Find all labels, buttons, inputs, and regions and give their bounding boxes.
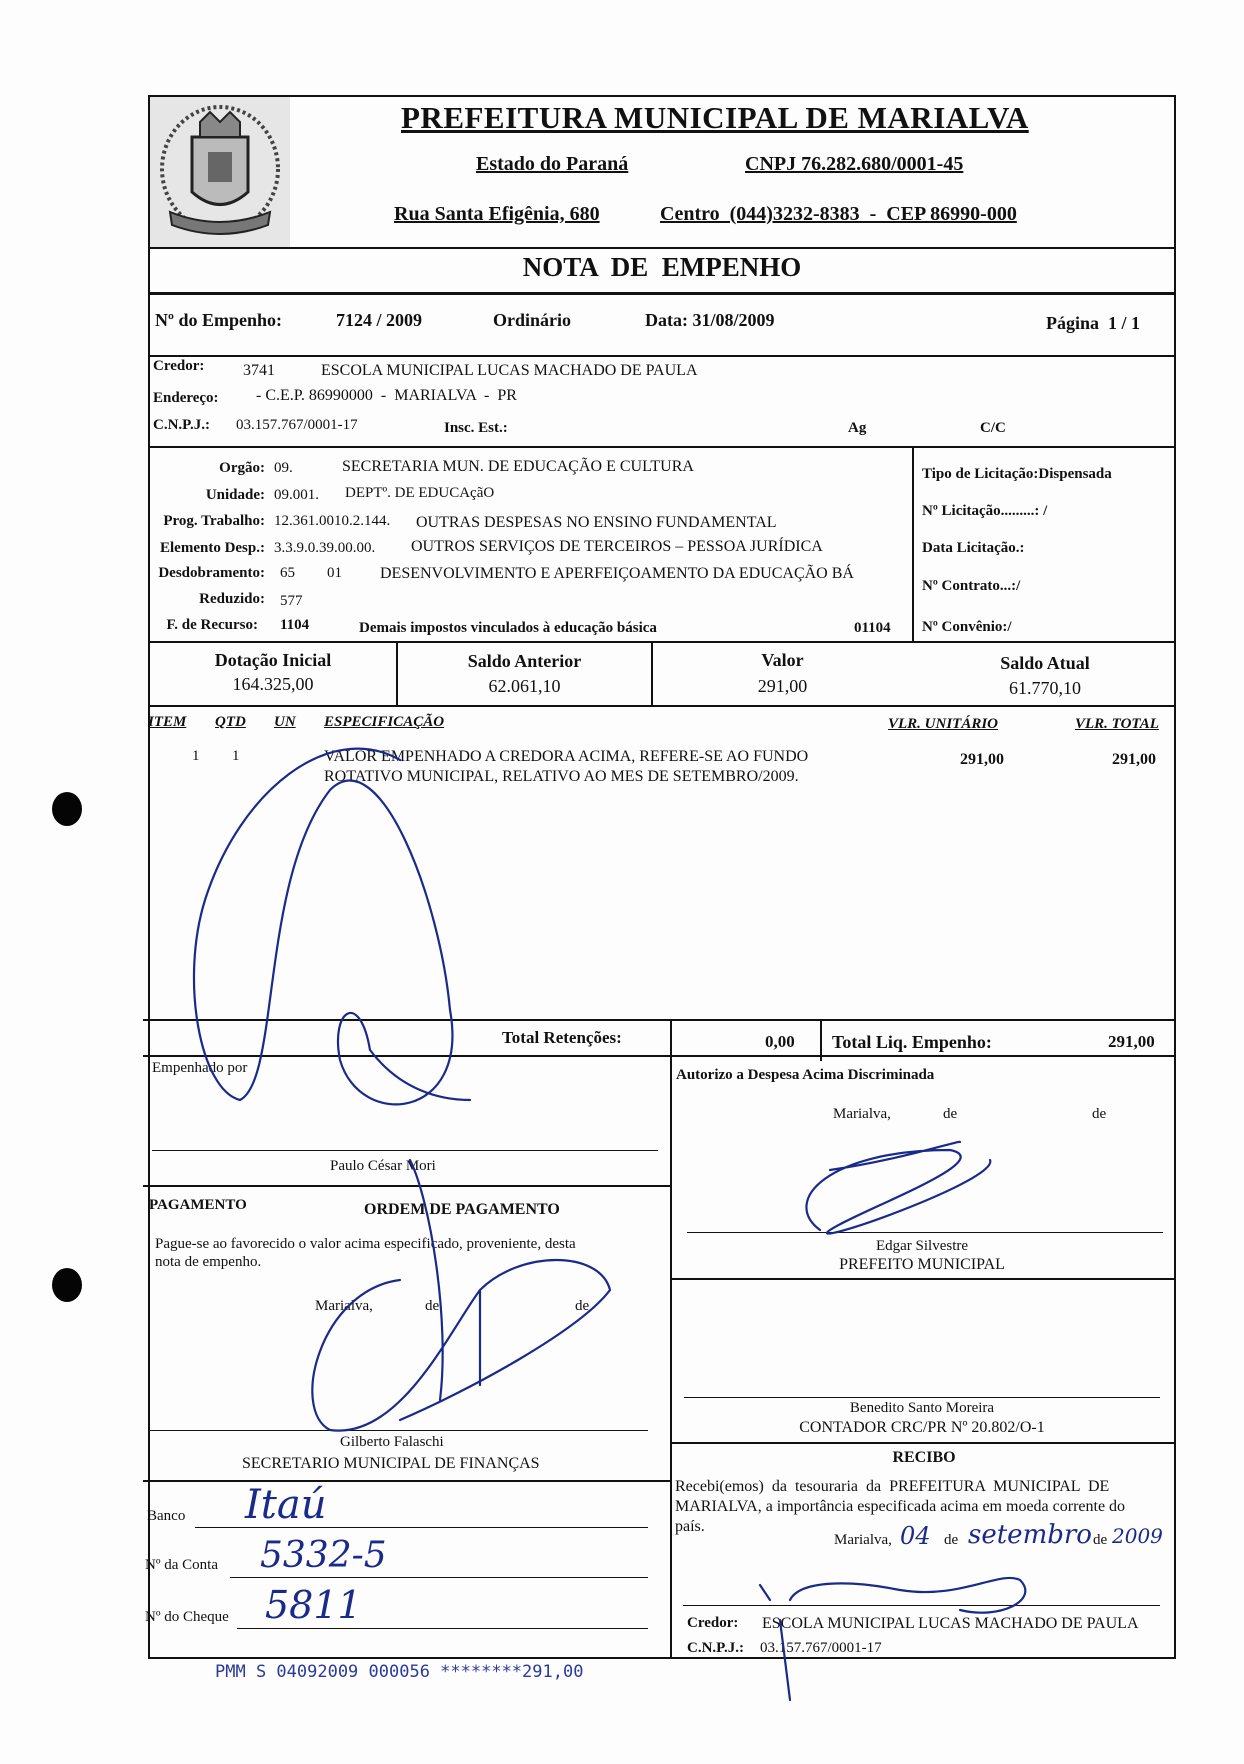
licitacao-type: Tipo de Licitação:Dispensada [922,466,1112,482]
empenhado-signer-name: Paulo César Mori [330,1158,436,1174]
document-title: NOTA DE EMPENHO [522,252,802,282]
recurso-code: 1104 [280,617,310,633]
desdobramento-code-b: 01 [327,565,342,581]
autorizo-label: Autorizo a Despesa Acima Discriminada [676,1067,935,1083]
pagamento-de-1: de [425,1298,440,1314]
recibo-cnpj-label: C.N.P.J.: [687,1640,744,1656]
reduzido-value: 577 [280,593,303,609]
secretary-signature [410,1160,443,1400]
street-address: Rua Santa Efigênia, 680 [394,203,600,225]
item-spec-line-2: ROTATIVO MUNICIPAL, RELATIVO AO MES DE SETEMBRO/2009. [324,768,799,785]
licitacao-date: Data Licitação.: [922,540,1025,556]
autorizo-place: Marialva, [833,1106,891,1122]
unidade-code: 09.001. [274,487,319,503]
orgao-name: SECRETARIA MUN. DE EDUCAÇÃO E CULTURA [342,458,694,475]
pagamento-signature [312,1260,610,1431]
municipality-title: PREFEITURA MUNICIPAL DE MARIALVA [401,100,1029,135]
address-value: - C.E.P. 86990000 - MARIALVA - PR [256,387,517,404]
prog-trabalho-code: 12.361.0010.2.144. [274,513,391,529]
credor-cnpj-label: C.N.P.J.: [153,417,210,433]
recibo-place: Marialva, [834,1532,892,1548]
accountant-title: CONTADOR CRC/PR Nº 20.802/O-1 [799,1419,1045,1436]
col-header-item: ITEM [148,714,187,730]
reduzido-label: Reduzido: [199,591,265,607]
cnpj-label: CNPJ 76.282.680/0001-45 [745,153,964,175]
desdobramento-label: Desdobramento: [158,565,265,581]
elemento-label: Elemento Desp.: [160,540,265,556]
prog-trabalho-label: Prog. Trabalho: [163,513,265,529]
col-header-vlr-total: VLR. TOTAL [1075,716,1159,732]
empenho-type: Ordinário [493,310,572,330]
recibo-year-handwritten: 2009 [1112,1524,1163,1548]
dotacao-value: 164.325,00 [232,674,314,694]
banco-handwritten: Itaú [245,1482,327,1528]
licitacao-number: Nº Licitação.........: / [922,503,1048,519]
autorizo-de-1: de [943,1106,958,1122]
secretary-title: SECRETARIO MUNICIPAL DE FINANÇAS [242,1455,540,1472]
recibo-month-handwritten: setembro [968,1520,1092,1550]
liquid-total-label: Total Liq. Empenho: [832,1032,992,1052]
recibo-text-line-3: país. [675,1518,705,1535]
recurso-number: 01104 [854,620,891,636]
secretary-name: Gilberto Falaschi [340,1434,444,1450]
recurso-name: Demais impostos vinculados à educação básica [359,620,657,636]
desdobramento-name: DESENVOLVIMENTO E APERFEIÇOAMENTO DA EDUCAÇÃO BÁ [380,565,854,582]
item-total-value: 291,00 [1112,751,1156,768]
unidade-name: DEPTº. DE EDUCAçãO [345,485,495,501]
empenho-number: 7124 / 2009 [336,310,423,330]
bank-authentication-stamp: PMM S 04092009 000056 ********291,00 [215,1662,584,1682]
item-qtd: 1 [232,748,240,764]
agency-label: Ag [848,420,867,436]
credor-code: 3741 [243,362,275,379]
col-header-un: UN [274,714,296,730]
desdobramento-code-a: 65 [280,565,295,581]
autorizo-de-2: de [1092,1106,1107,1122]
recibo-de-2: de [1093,1532,1108,1548]
ordem-pagamento-label: ORDEM DE PAGAMENTO [364,1201,560,1218]
orgao-label: Orgão: [219,460,265,476]
saldo-anterior-label: Saldo Anterior [467,651,582,671]
valor-value: 291,00 [757,676,808,696]
mayor-name: Edgar Silvestre [875,1238,969,1254]
empenhado-por-label: Empenhado por [152,1060,248,1076]
credor-label: Credor: [153,358,205,374]
credor-cnpj: 03.157.767/0001-17 [236,417,358,433]
valor-label: Valor [761,650,804,670]
pagamento-place: Marialva, [315,1298,373,1314]
empenho-number-label: Nº do Empenho: [155,310,282,330]
col-header-qtd: QTD [215,714,246,730]
orgao-code: 09. [274,460,293,476]
cheque-handwritten: 5811 [265,1583,362,1627]
recibo-cnpj: 03.157.767/0001-17 [760,1640,882,1656]
address-label: Endereço: [153,390,219,406]
recibo-text-line-1: Recebi(emos) da tesouraria da PREFEITURA MUNICIPAL DE [675,1478,1110,1495]
recibo-day-handwritten: 04 [900,1522,931,1550]
unidade-label: Unidade: [205,487,265,503]
banco-label: Banco [147,1508,186,1524]
pagamento-de-2: de [575,1298,590,1314]
mayor-signature [806,1142,990,1234]
saldo-atual-label: Saldo Atual [1000,653,1090,673]
saldo-atual-value: 61.770,10 [1009,678,1081,698]
item-number: 1 [192,748,200,764]
empenho-date: Data: 31/08/2009 [645,310,775,330]
recibo-label: RECIBO [892,1449,956,1466]
saldo-anterior-value: 62.061,10 [488,676,561,696]
page-number: Página 1 / 1 [1046,313,1141,333]
recibo-credor-name: ESCOLA MUNICIPAL LUCAS MACHADO DE PAULA [762,1615,1139,1632]
cheque-label: Nº do Cheque [145,1609,229,1625]
retencoes-value: 0,00 [765,1032,795,1051]
item-unit-value: 291,00 [960,751,1004,768]
liquid-total-value: 291,00 [1108,1032,1155,1051]
pagamento-label: PAGAMENTO [149,1197,247,1213]
recibo-credor-label: Credor: [687,1615,739,1631]
item-spec-line-1: VALOR EMPENHADO A CREDORA ACIMA, REFERE-SE AO FUNDO [324,748,809,765]
account-label: C/C [980,420,1006,436]
dotacao-label: Dotação Inicial [214,650,332,670]
col-header-vlr-unitario: VLR. UNITÁRIO [888,716,999,732]
col-header-especificacao: ESPECIFICAÇÃO [324,714,445,730]
convenio-number: Nº Convênio:/ [922,619,1012,635]
pagamento-text-line-1: Pague-se ao favorecido o valor acima especificado, proveniente, desta [155,1236,576,1252]
pagamento-text-line-2: nota de empenho. [155,1254,262,1270]
conta-handwritten: 5332-5 [260,1535,387,1576]
empenhado-signature [194,749,470,1105]
elemento-code: 3.3.9.0.39.00.00. [274,540,376,556]
contrato-number: Nº Contrato...:/ [922,578,1021,594]
elemento-name: OUTROS SERVIÇOS DE TERCEIROS – PESSOA JURÍDICA [411,538,823,555]
prog-trabalho-name: OUTRAS DESPESAS NO ENSINO FUNDAMENTAL [416,514,777,531]
mayor-title: PREFEITO MUNICIPAL [839,1256,1005,1273]
recurso-label: F. de Recurso: [166,617,258,633]
credor-name: ESCOLA MUNICIPAL LUCAS MACHADO DE PAULA [321,362,698,379]
insc-est-label: Insc. Est.: [444,420,508,436]
conta-label: Nº da Conta [145,1557,218,1573]
recibo-text-line-2: MARIALVA, a importância especificada acima em moeda corrente do [675,1498,1126,1515]
district-phone-cep: Centro (044)3232-8383 - CEP 86990-000 [660,203,1017,225]
accountant-name: Benedito Santo Moreira [849,1400,995,1416]
retencoes-label: Total Retenções: [502,1028,622,1047]
state-label: Estado do Paraná [476,153,629,175]
credor-signature [760,1578,1025,1700]
recibo-de-1: de [944,1532,959,1548]
